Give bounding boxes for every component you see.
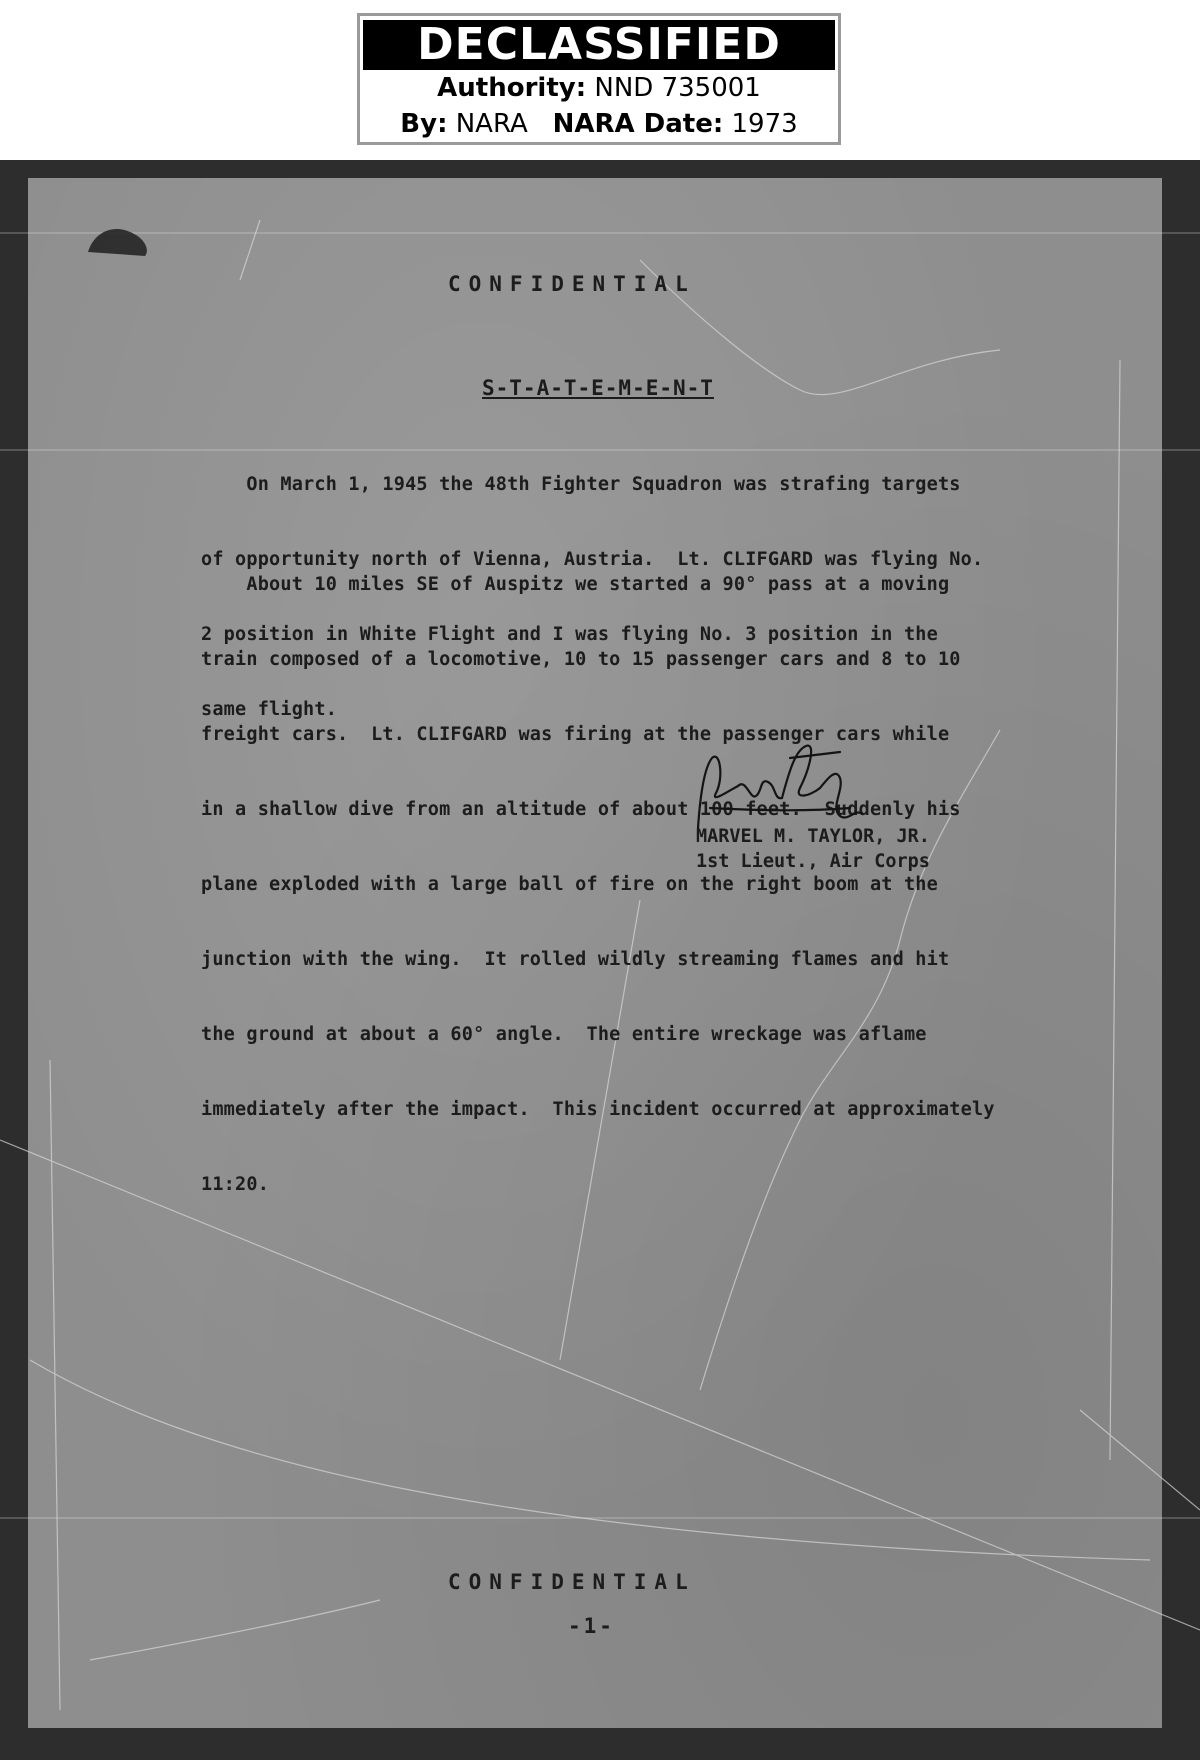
paragraph-line: 11:20.: [201, 1174, 270, 1195]
stamp-by-value: NARA: [455, 109, 528, 139]
stamp-title: DECLASSIFIED: [363, 20, 835, 70]
stamp-authority-line: [360, 70, 838, 106]
stamp-date-value: 1973: [731, 109, 798, 139]
signature-name: MARVEL M. TAYLOR, JR.: [696, 826, 930, 847]
page-number: -1-: [568, 1614, 615, 1638]
paragraph-line: 2 position in White Flight and I was flying No. 3 position in the: [201, 624, 938, 645]
paragraph-line: plane exploded with a large ball of fire on the right boom at the: [201, 874, 938, 895]
paragraph-line: train composed of a locomotive, 10 to 15 passenger cars and 8 to 10: [201, 649, 961, 670]
paragraph-line: About 10 miles SE of Auspitz we started a 90° pass at a moving: [201, 574, 950, 595]
handwritten-signature: [690, 738, 875, 838]
signature-rank: 1st Lieut., Air Corps: [696, 851, 930, 872]
paragraph-line: immediately after the impact. This incident occurred at approximately: [201, 1099, 995, 1120]
stamp-date-label: NARA Date:: [552, 109, 724, 139]
paragraph-2: [201, 522, 1031, 1247]
stamp-authority-label: Authority:: [437, 73, 587, 103]
classification-header: CONFIDENTIAL: [448, 272, 696, 296]
paragraph-line: of opportunity north of Vienna, Austria. Lt. CLIFGARD was flying No.: [201, 549, 984, 570]
declassified-stamp: [357, 13, 841, 145]
statement-title: S-T-A-T-E-M-E-N-T: [482, 376, 714, 400]
paragraph-line: freight cars. Lt. CLIFGARD was firing at the passenger cars while: [201, 724, 950, 745]
stamp-by-line: [360, 106, 838, 142]
classification-footer: CONFIDENTIAL: [448, 1570, 696, 1594]
paragraph-line: the ground at about a 60° angle. The entire wreckage was aflame: [201, 1024, 927, 1045]
paragraph-line: On March 1, 1945 the 48th Fighter Squadron was strafing targets: [201, 474, 961, 495]
stamp-authority-value: NND 735001: [594, 73, 761, 103]
paragraph-line: junction with the wing. It rolled wildly streaming flames and hit: [201, 949, 950, 970]
paragraph-line: same flight.: [201, 699, 338, 720]
scanned-page: [0, 160, 1200, 1760]
stamp-by-label: By:: [400, 109, 448, 139]
paragraph-line: in a shallow dive from an altitude of about 100 feet. Suddenly his: [201, 799, 961, 820]
